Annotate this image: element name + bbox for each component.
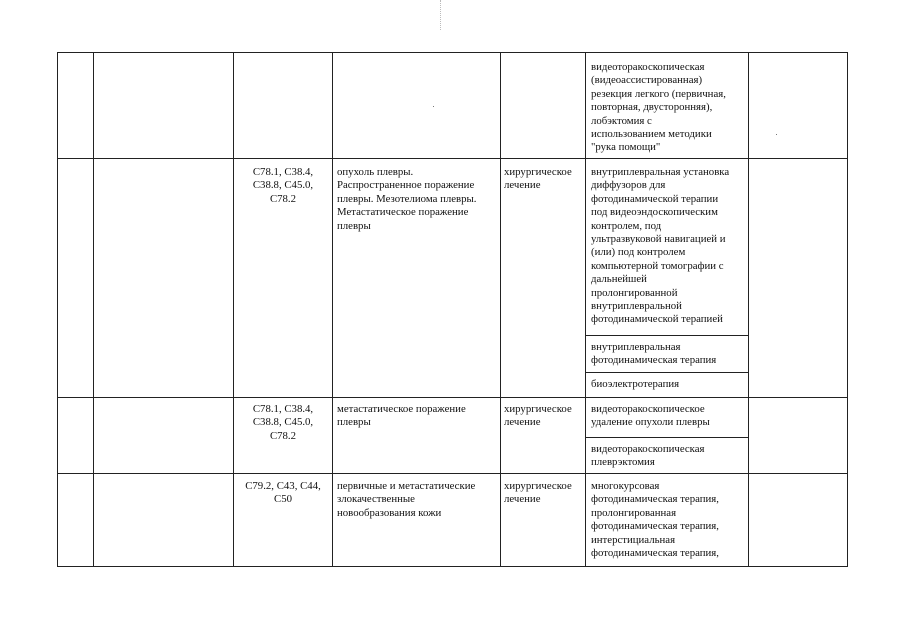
diagnosis-cell [337,480,475,520]
text-line: дальнейшей [591,273,647,286]
text-line: C79.2, C43, C44, [245,480,321,492]
text-line: видеоторакоскопическое [591,403,705,415]
text-line: опухоль плевры. [337,166,414,178]
column-border [585,52,586,567]
text-line: хирургическое [504,166,572,178]
methods-cell [591,378,679,391]
text-line: C50 [274,493,292,506]
text-line: фотодинамической терапией [591,313,723,326]
text-line: пролонгированной [591,286,678,299]
row-divider [57,158,848,159]
text-line: новообразования кожи [337,506,442,519]
treatment-type-cell [504,480,572,507]
column-border [500,52,501,567]
text-line: плеврэктомия [591,456,655,469]
text-line: плевры [337,416,371,429]
methods-cell [591,341,716,368]
column-border [847,52,848,567]
treatment-type-cell [504,403,572,430]
text-line: биоэлектротерапия [591,378,680,390]
text-line: первичные и метастатические [337,480,476,492]
text-line: лобэктомия с [591,114,652,127]
text-line: повторная, двусторонняя), [591,101,713,114]
text-line: внутриплевральной [591,300,682,313]
row-divider [57,397,848,398]
text-line: C38.8, C45.0, [252,179,314,192]
text-line: C78.2 [269,429,297,442]
text-line: "рука помощи" [591,141,661,154]
text-line: интерстициальная [591,533,676,546]
text-line: удаление опухоли плевры [591,416,710,429]
text-line: компьютерной томографии с [591,259,724,272]
method-divider [585,335,748,336]
methods-cell [591,166,729,327]
column-border [57,52,58,567]
text-line: злокачественные [337,493,415,506]
methods-cell [591,480,719,560]
text-line: фотодинамическая терапия [591,354,717,367]
methods-cell [591,403,710,430]
method-divider [585,437,748,438]
table-top-border [57,52,848,53]
text-line: диффузоров для [591,179,666,192]
row-divider [57,473,848,474]
text-line: лечение [504,179,541,192]
text-line: видеоторакоскопическая [591,443,705,455]
text-line: C38.8, C45.0, [252,416,314,429]
icd-codes-cell [233,480,333,507]
text-line: (или) под контролем [591,246,686,259]
text-line: плевры. Мезотелиома плевры. [337,192,477,205]
text-line: видеоторакоскопическая [591,61,705,73]
text-line: резекция легкого (первичная, [591,87,726,100]
text-line: фотодинамическая терапия, [591,547,719,560]
text-line: C78.2 [269,192,297,205]
text-line: внутриплевральная установка [591,166,730,178]
text-line: (видеоассистированная) [591,74,703,87]
text-line: контролем, под [591,219,662,232]
text-line: многокурсовая [591,480,660,492]
text-line: под видеоэндоскопическим [591,206,718,219]
text-line: C78.1, C38.4, [252,166,314,178]
text-line: внутриплевральная [591,341,681,353]
icd-codes-cell [233,403,333,443]
text-line: лечение [504,493,541,506]
treatment-type-cell [504,166,572,193]
table-bottom-border [57,566,848,567]
diagnosis-cell [337,403,466,430]
scan-speck [776,134,777,135]
column-border [748,52,749,567]
methods-cell [591,443,705,470]
text-line: фотодинамической терапии [591,192,719,205]
text-line: Распространенное поражение [337,179,475,192]
text-line: фотодинамическая терапия, [591,520,719,533]
text-line: хирургическое [504,480,572,492]
text-line: пролонгированная [591,506,677,519]
diagnosis-cell [337,166,476,233]
methods-cell [591,61,726,155]
text-line: лечение [504,416,541,429]
fold-mark [440,0,442,30]
method-divider [585,372,748,373]
scan-speck [433,106,434,107]
text-line: метастатическое поражение [337,403,466,415]
text-line: фотодинамическая терапия, [591,493,719,506]
text-line: ультразвуковой навигацией и [591,233,726,246]
text-line: хирургическое [504,403,572,415]
column-border [93,52,94,567]
text-line: плевры [337,219,371,232]
text-line: C78.1, C38.4, [252,403,314,415]
text-line: использованием методики [591,128,712,141]
text-line: Метастатическое поражение [337,206,469,219]
icd-codes-cell [233,166,333,206]
